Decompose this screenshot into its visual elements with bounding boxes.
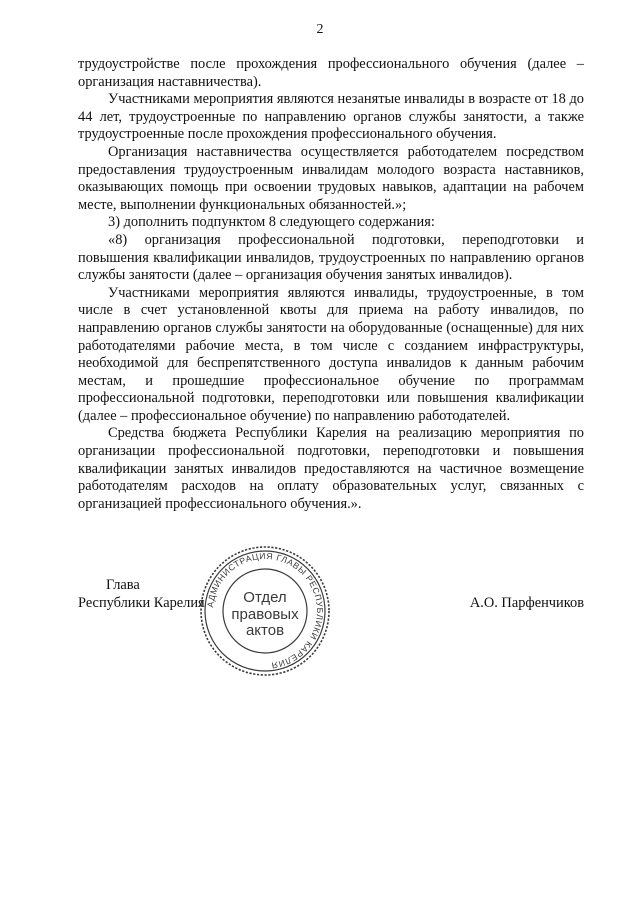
paragraph-participants: Участниками мероприятия являются незанятые инвалиды в возрасте от 18 до 44 лет, трудоустроенные по направлению органов службы занятости, а также трудоустроенные после прохождения профессионального обучения. [78,91,584,143]
document-body [78,56,584,513]
stamp-center-line2: правовых [231,606,299,623]
stamp-center-line1: Отдел [243,589,287,606]
paragraph-participants-trained: Участниками мероприятия являются инвалиды, трудоустроенные, в том числе в счет установленной квоты для приема на работу инвалидов, по направлению органов службы занятости на оборудованные (оснащенные) для них работодателями рабочие места, в том числе с созданием инфраструктуры, необходимой для беспрепятственного доступа инвалидов к данным рабочим местам, и прошедшие профессиональное обучение по программам профессиональной подготовки, переподготовки или повышения квалификации (далее – профессиональное обучение) по направлению работодателей. [78,284,584,424]
stamp-center [231,589,299,639]
paragraph-subitem-8: «8) организация профессиональной подготовки, переподготовки и повышения квалификации инвалидов, трудоустроенных по направлению органов службы занятости (далее – организация обучения занятых инвалидов). [78,231,584,284]
official-stamp [198,544,332,678]
page-number: 2 [316,22,324,37]
paragraph-continuation: трудоустройстве после прохождения профессионального обучения (далее – организация наставничества). [78,56,584,90]
stamp-ring-textpath: АДМИНИСТРАЦИЯ ГЛАВЫ РЕСПУБЛИКИ КАРЕЛИЯ [205,550,326,671]
paragraph-mentorship: Организация наставничества осуществляется работодателем посредством предоставления трудоустроенным инвалидам молодого возраста наставников, оказывающих помощь при освоении трудовых навыков, адаптации на рабочем месте, выполнении функциональных обязанностей.»; [78,143,584,213]
paragraph-amendment-3: 3) дополнить подпунктом 8 следующего содержания: [108,214,435,231]
signatory-title-line1: Глава [106,577,140,593]
signatory-name: А.О. Парфенчиков [469,595,584,611]
paragraph-budget-funds: Средства бюджета Республики Карелия на реализацию мероприятия по организации профессиональной подготовки, переподготовки и повышения квалификации занятых инвалидов предоставляются на частичное возмещение работодателям расходов на оплату образовательных услуг, связанных с организацией профессионального обучения.». [78,425,584,512]
stamp-center-line3: актов [245,622,285,639]
signatory-title-line2: Республики Карелия [78,595,205,611]
